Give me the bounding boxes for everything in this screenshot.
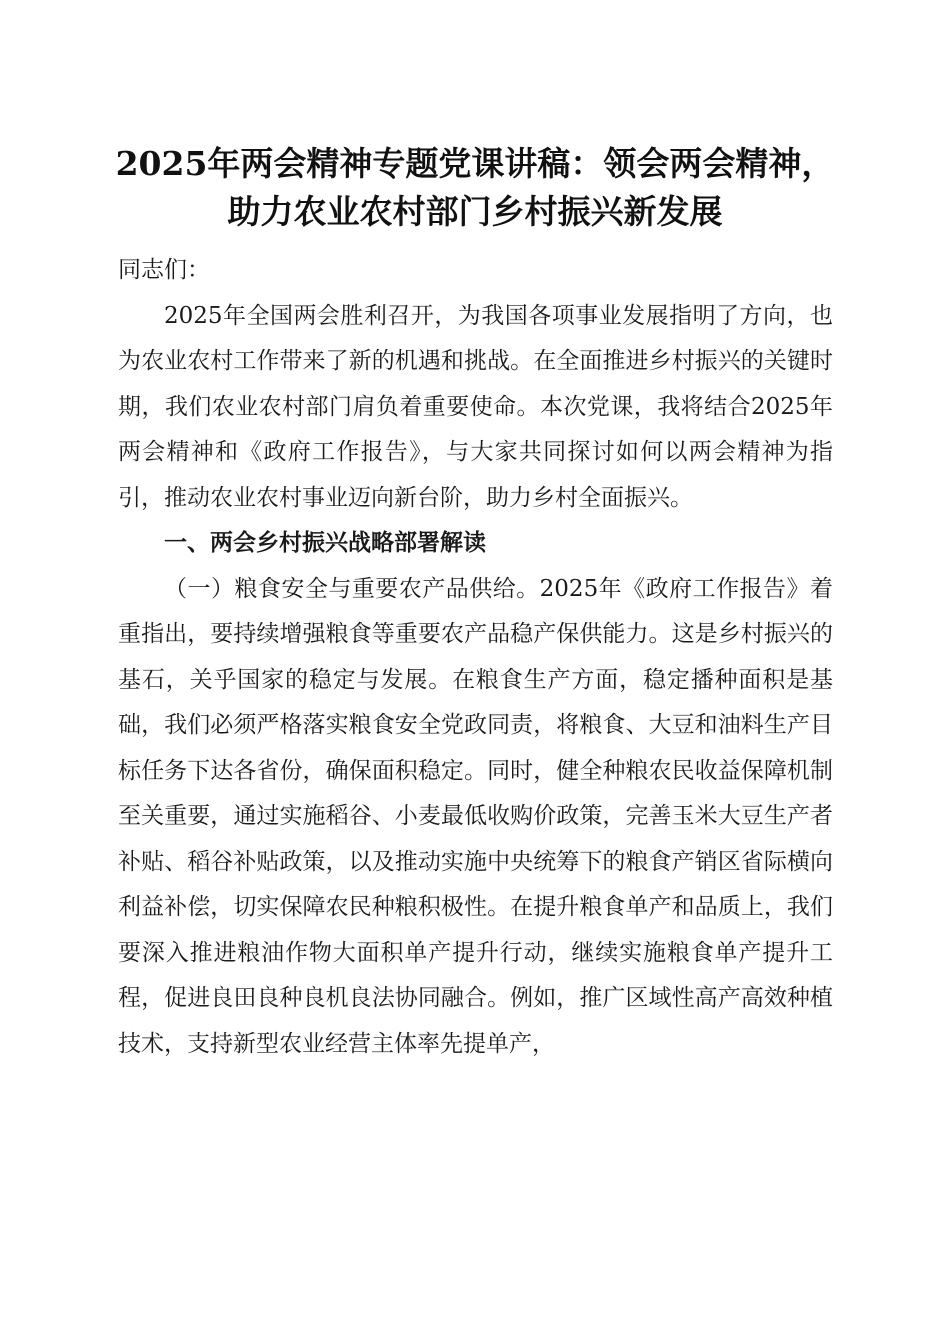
salutation: 同志们：	[118, 257, 210, 283]
intro-paragraph: 2025年全国两会胜利召开，为我国各项事业发展指明了方向，也为农业农村工作带来了新的机遇和挑战。在全面推进乡村振兴的关键时期，我们农业农村部门肩负着重要使命。本次党课，我将结合2025年两会精神和《政府工作报告》，与大家共同探讨如何以两会精神为指引，推动农业农村事业迈向新台阶，助力乡村全面振兴。	[118, 302, 833, 511]
section-paragraph: （一）粮食安全与重要农产品供给。2025年《政府工作报告》着重指出，要持续增强粮食等重要农产品稳产保供能力。这是乡村振兴的基石，关乎国家的稳定与发展。在粮食生产方面，稳定播种面积是基础，我们必须严格落实粮食安全党政同责，将粮食、大豆和油料生产目标任务下达各省份，确保面积稳定。同时，健全种粮农民收益保障机制至关重要，通过实施稻谷、小麦最低收购价政策，完善玉米大豆生产者补贴、稻谷补贴政策，以及推动实施中央统筹下的粮食产销区省际横向利益补偿，切实保障农民种粮积极性。在提升粮食单产和品质上，我们要深入推进粮油作物大面积单产提升行动，继续实施粮食单产提升工程，促进良田良种良机良法协同融合。例如，推广区域性高产高效种植技术，支持新型农业经营主体率先提单产，	[118, 575, 833, 1057]
section-heading: 一、两会乡村振兴战略部署解读	[164, 530, 486, 556]
document-title: 2025年两会精神专题党课讲稿：领会两会精神，助力农业农村部门乡村振兴新发展	[115, 144, 835, 231]
document-body	[118, 248, 833, 1067]
